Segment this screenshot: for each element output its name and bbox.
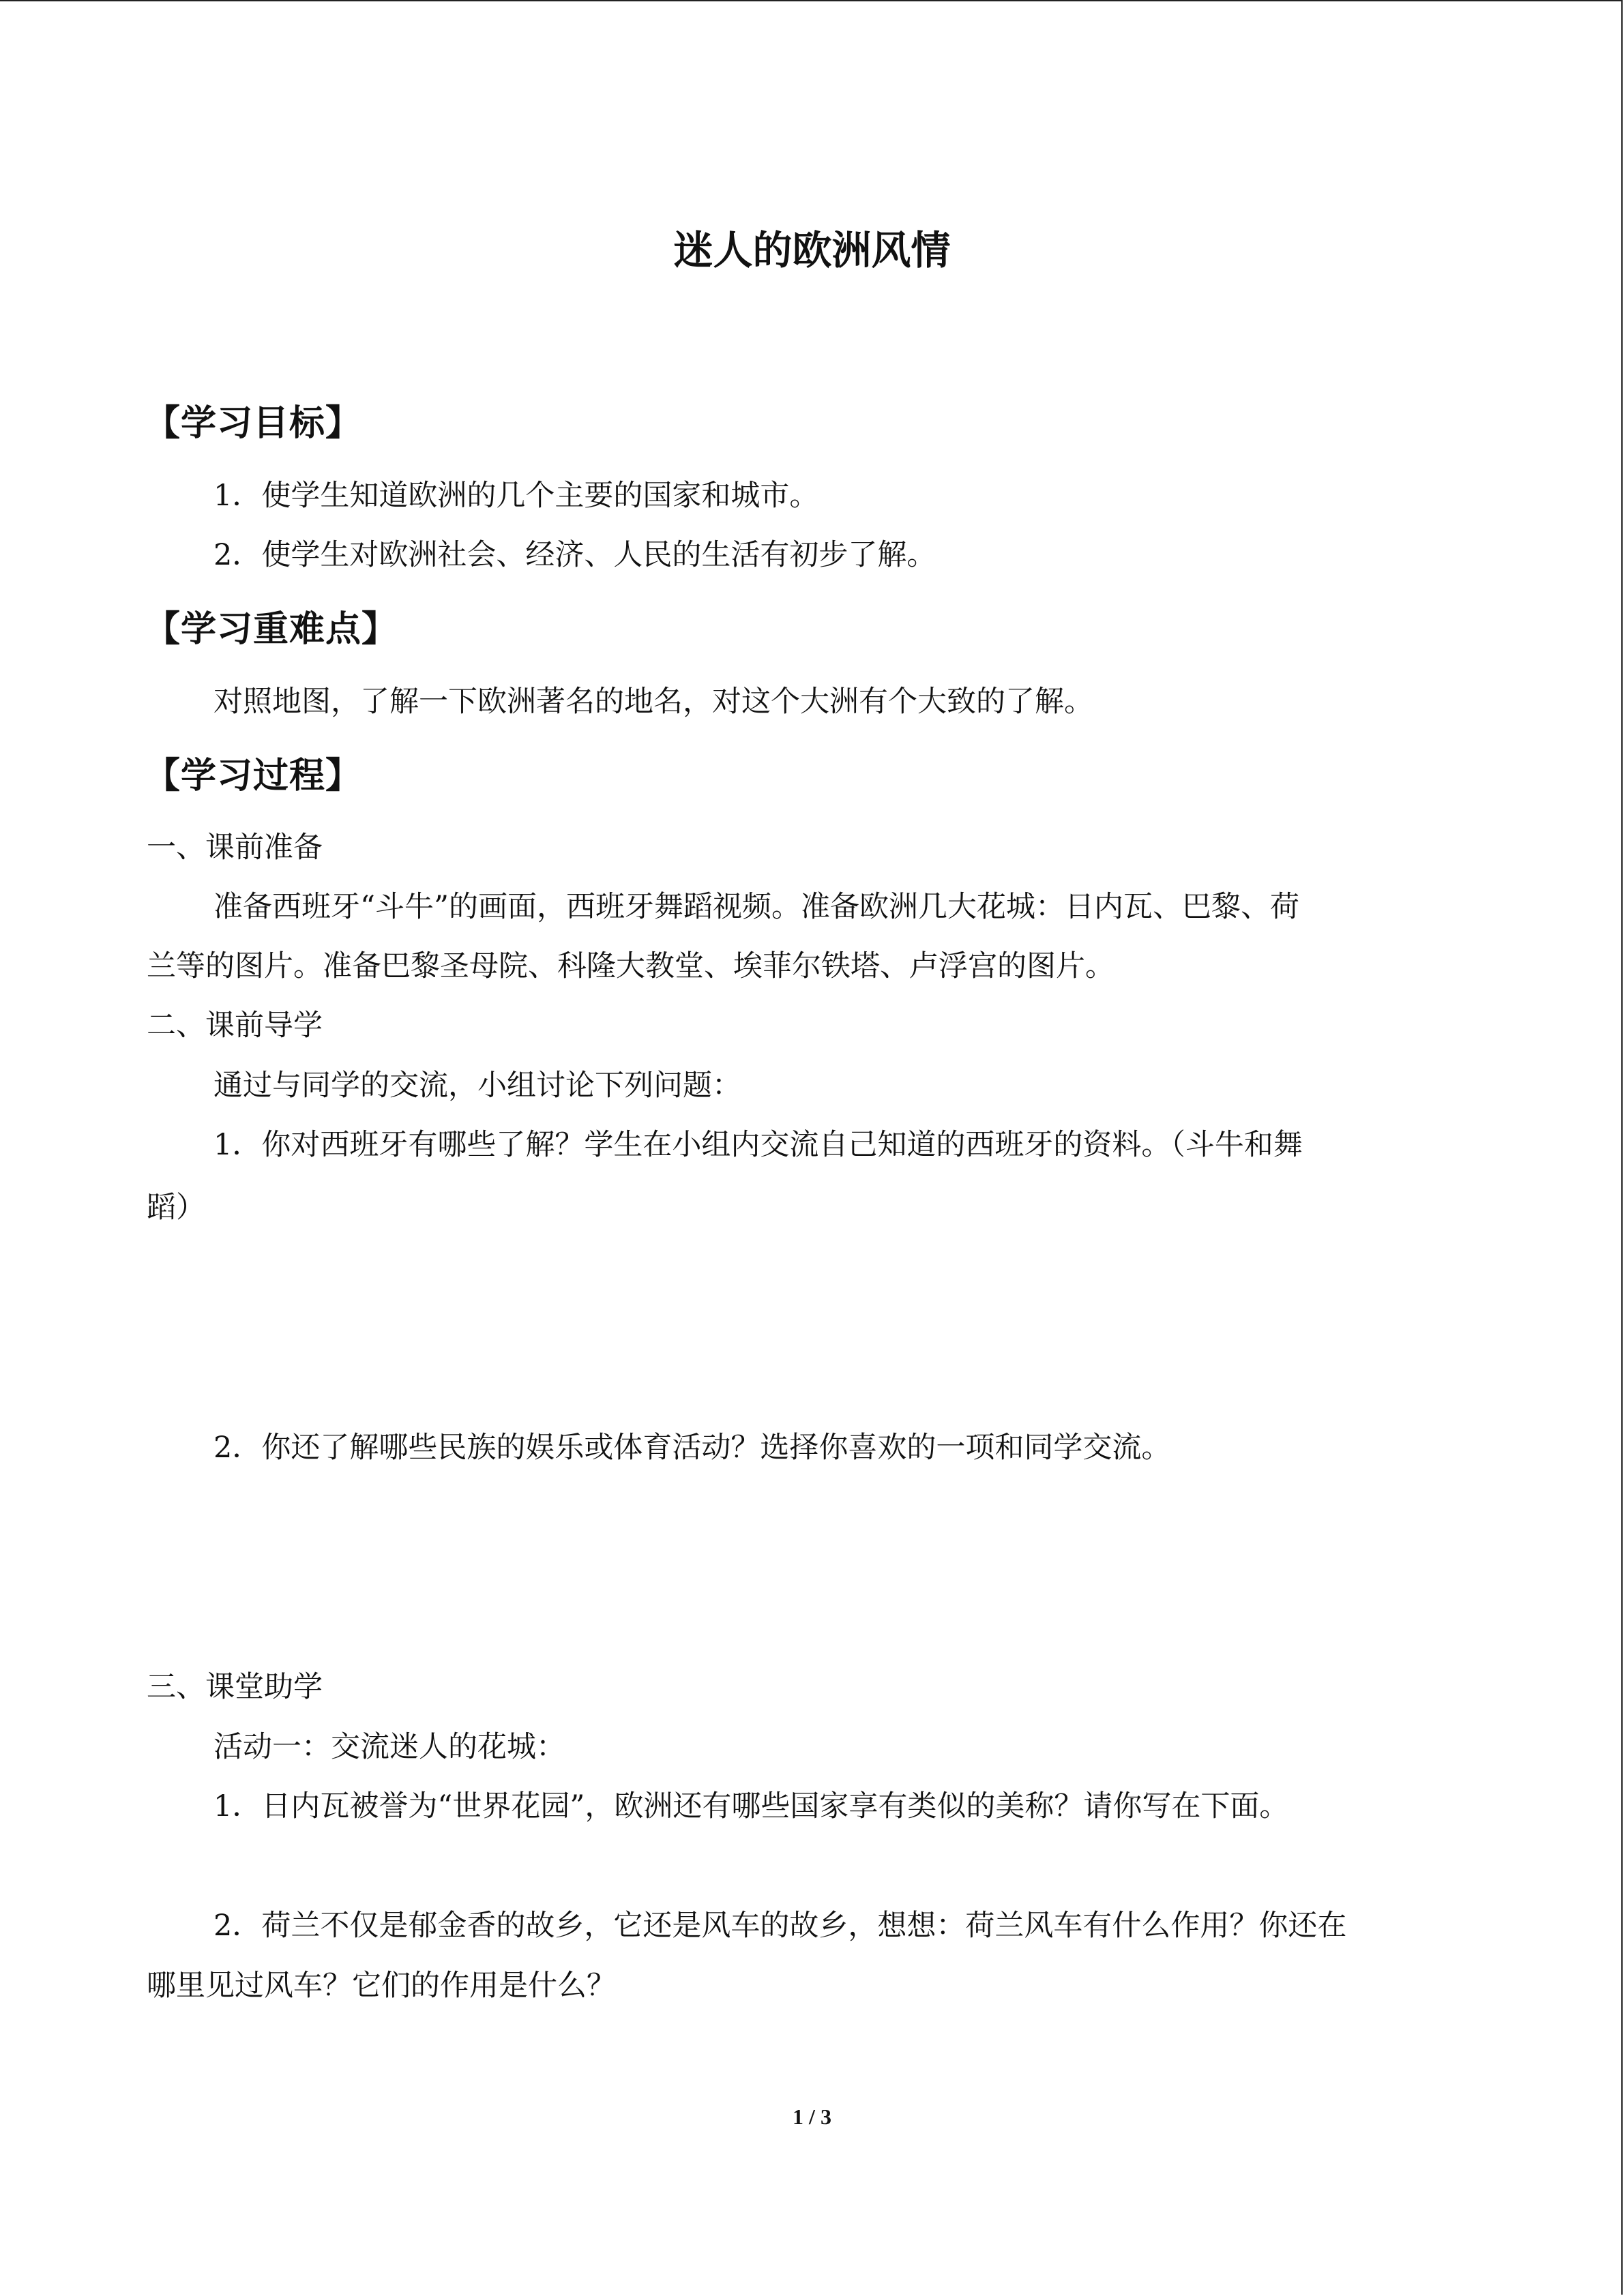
- heading-learning-goals: 【学习目标】: [145, 403, 362, 444]
- goal-item-1: 1．使学生知道欧洲的几个主要的国家和城市。: [213, 479, 819, 513]
- document-title: 迷人的欧洲风情: [673, 227, 951, 273]
- part3-activity: 活动一：交流迷人的花城：: [213, 1730, 565, 1764]
- part1-title: 一、课前准备: [147, 831, 323, 865]
- part3-question2-line2: 哪里见过风车？它们的作用是什么？: [147, 1969, 616, 2003]
- part3-question1: 1．日内瓦被誉为“世界花园”，欧洲还有哪些国家享有类似的美称？请你写在下面。: [213, 1789, 1289, 1823]
- part2-question2: 2．你还了解哪些民族的娱乐或体育活动？选择你喜欢的一项和同学交流。: [213, 1431, 1171, 1465]
- part2-title: 二、课前导学: [147, 1009, 323, 1043]
- part3-question2-line1: 2．荷兰不仅是郁金香的故乡，它还是风车的故乡，想想：荷兰风车有什么作用？你还在: [213, 1909, 1347, 1943]
- part1-line1: 准备西班牙“斗牛”的画面，西班牙舞蹈视频。准备欧洲几大花城：日内瓦、巴黎、荷: [213, 890, 1299, 924]
- part2-question1-line1: 1．你对西班牙有哪些了解？学生在小组内交流自己知道的西班牙的资料。（斗牛和舞: [213, 1128, 1303, 1162]
- heading-learning-process: 【学习过程】: [145, 756, 362, 796]
- part1-line2: 兰等的图片。准备巴黎圣母院、科隆大教堂、埃菲尔铁塔、卢浮宫的图片。: [147, 949, 1114, 983]
- key-points-text: 对照地图，了解一下欧洲著名的地名，对这个大洲有个大致的了解。: [213, 685, 1093, 719]
- part3-title: 三、课堂助学: [147, 1670, 323, 1704]
- page-number: 1 / 3: [793, 2104, 831, 2129]
- part2-intro: 通过与同学的交流，小组讨论下列问题：: [213, 1069, 741, 1103]
- goal-item-2: 2．使学生对欧洲社会、经济、人民的生活有初步了解。: [213, 538, 936, 572]
- heading-key-points: 【学习重难点】: [145, 609, 398, 650]
- part2-question1-line2: 蹈）: [147, 1191, 205, 1225]
